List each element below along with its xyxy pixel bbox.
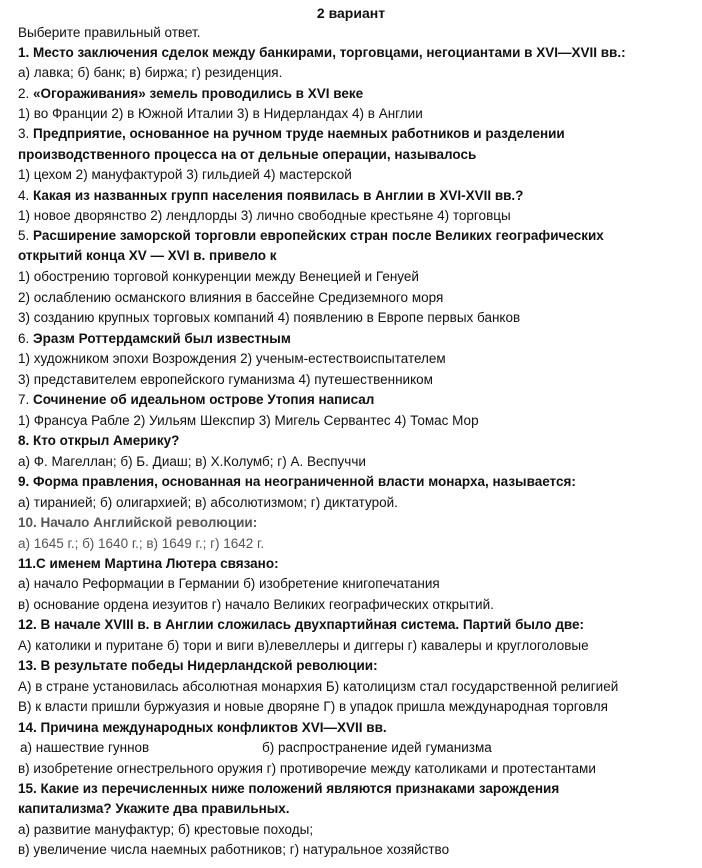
answer-12: А) католики и пуритане б) тори и виги в)левеллеры и диггеры г) кавалеры и круглоголовые xyxy=(18,638,589,653)
answer-3: 1) цехом 2) мануфактурой 3) гильдией 4) мастерской xyxy=(18,167,352,182)
question-text: Эразм Роттердамский был известным xyxy=(33,331,291,346)
answer-13-1: А) в стране установилась абсолютная монархия Б) католицизм стал государственной религией xyxy=(18,679,619,694)
question-8: 8. Кто открыл Америку? xyxy=(18,433,180,448)
answer-13-2: В) к власти пришли буржуазия и новые дворяне Г) в упадок пришла международная торговля xyxy=(18,699,608,714)
question-3 xyxy=(18,124,565,144)
answer-15-1: а) развитие мануфактур; б) крестовые походы; xyxy=(18,822,314,837)
page-title: 2 вариант xyxy=(316,5,386,21)
answer-6-2: 3) представителем европейского гуманизма 4) путешественником xyxy=(18,372,433,387)
question-7 xyxy=(18,390,374,410)
question-4 xyxy=(18,186,523,206)
answer-2: 1) во Франции 2) в Южной Италии 3) в Нидерландах 4) в Англии xyxy=(18,106,423,121)
question-number: 2. xyxy=(18,86,34,101)
instruction: Выберите правильный ответ. xyxy=(18,25,201,40)
answer-5-3: 3) созданию крупных торговых компаний 4) появлению в Европе первых банков xyxy=(18,310,521,325)
question-text: Предприятие, основанное на ручном труде наемных работников и разделении xyxy=(33,126,565,141)
answer-5-2: 2) ослаблению османского влияния в бассейне Средиземного моря xyxy=(18,290,444,305)
answer-4: 1) новое дворянство 2) лендлорды 3) лично свободные крестьяне 4) торговцы xyxy=(18,208,511,223)
answer-5-1: 1) обострению торговой конкуренции между Венецией и Генуей xyxy=(18,269,419,284)
question-text: Расширение заморской торговли европейских стран после Великих географических xyxy=(33,228,604,243)
question-9: 9. Форма правления, основанная на неограниченной власти монарха, называется: xyxy=(18,474,576,489)
answer-6-1: 1) художником эпохи Возрождения 2) ученым-естествоиспытателем xyxy=(18,351,446,366)
question-6 xyxy=(18,329,291,349)
question-5 xyxy=(18,226,604,246)
answer-11-2: в) основание ордена иезуитов г) начало Великих географических открытий. xyxy=(18,597,494,612)
question-3-cont: производственного процесса на от дельные операции, называлось xyxy=(18,147,477,162)
question-number: 4. xyxy=(18,188,34,203)
answer-14-b: б) распространение идей гуманизма xyxy=(262,740,492,755)
question-text: Сочинение об идеальном острове Утопия написал xyxy=(33,392,375,407)
answer-7: 1) Франсуа Рабле 2) Уильям Шекспир 3) Мигель Сервантес 4) Томас Мор xyxy=(18,413,479,428)
answer-1: а) лавка; б) банк; в) биржа; г) резиденция. xyxy=(18,65,283,80)
question-number: 3. xyxy=(18,126,34,141)
question-number: 6. xyxy=(18,331,34,346)
answer-9: а) тиранией; б) олигархией; в) абсолютизмом; г) диктатурой. xyxy=(18,495,398,510)
question-10: 10. Начало Английской революции: xyxy=(18,515,258,530)
answer-14-2: в) изобретение огнестрельного оружия г) противоречие между католиками и протестантами xyxy=(18,761,596,776)
question-text: «Огораживания» земель проводились в XVI веке xyxy=(33,86,364,101)
question-number: 5. xyxy=(18,228,34,243)
answer-11-1: а) начало Реформации в Германии б) изобретение книгопечатания xyxy=(18,576,440,591)
answer-14-a: а) нашествие гуннов xyxy=(20,740,150,755)
question-number: 7. xyxy=(18,392,34,407)
answer-8: а) Ф. Магеллан; б) Б. Диаш; в) Х.Колумб; г) А. Веспуччи xyxy=(18,454,366,469)
question-2 xyxy=(18,84,363,104)
question-11: 11.С именем Мартина Лютера связано: xyxy=(18,556,279,571)
question-12: 12. В начале XVIII в. в Англии сложилась двухпартийная система. Партий было две: xyxy=(18,617,585,632)
question-1: 1. Место заключения сделок между банкирами, торговцами, негоциантами в XVI—XVII вв.: xyxy=(18,45,626,60)
question-15-cont: капитализма? Укажите два правильных. xyxy=(18,801,290,816)
question-13: 13. В результате победы Нидерландской революции: xyxy=(18,658,378,673)
question-text: Какая из названных групп населения появилась в Англии в XVI-XVII вв.? xyxy=(33,188,524,203)
answer-15-2: в) увеличение числа наемных работников; г) натуральное хозяйство xyxy=(18,842,450,857)
answer-10: а) 1645 г.; б) 1640 г.; в) 1649 г.; г) 1642 г. xyxy=(18,536,265,551)
question-15: 15. Какие из перечисленных ниже положений являются признаками зарождения xyxy=(18,781,560,796)
question-5-cont: открытий конца XV — XVI в. привело к xyxy=(18,248,277,263)
question-14: 14. Причина международных конфликтов XVI—XVII вв. xyxy=(18,720,387,735)
